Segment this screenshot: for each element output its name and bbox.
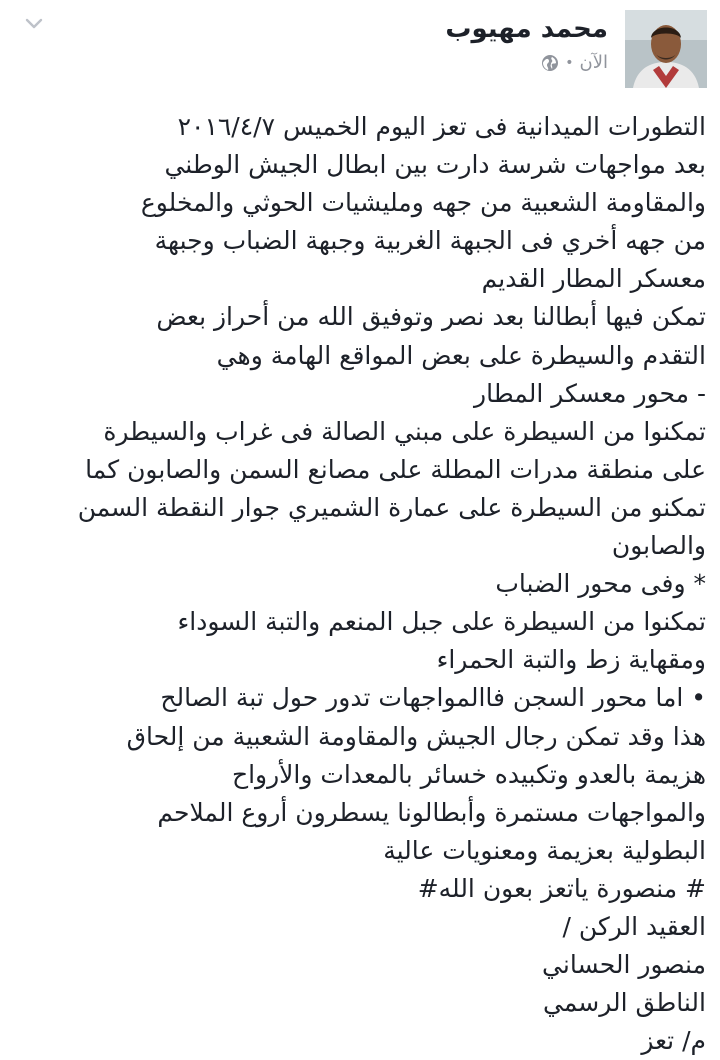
chevron-down-icon[interactable] [22, 12, 46, 36]
post-body-line: هذا وقد تمكن رجال الجيش والمقاومة الشعبية من إلحاق [126, 721, 706, 751]
post-body [12, 108, 706, 1060]
post-body-line: * وفى محور الضباب [495, 569, 706, 599]
post-body-line: تمكنو من السيطرة على عمارة الشميري جوار النقطة السمن [77, 492, 706, 522]
post-body-line: والمواجهات مستمرة وأبطالونا يسطرون أروع الملاحم [157, 797, 706, 827]
post-body-line: منصور الحساني [542, 950, 706, 980]
post-body-line: # منصورة ياتعز بعون الله# [417, 873, 706, 903]
post-body-line: العقيد الركن / [562, 911, 706, 941]
post-body-line: تمكنوا من السيطرة على جبل المنعم والتبة السوداء [177, 607, 706, 637]
post-body-line: بعد مواجهات شرسة دارت بين ابطال الجيش الوطني [164, 150, 706, 180]
post-body-line: • اما محور السجن فاالمواجهات تدور حول تبة الصالح [160, 683, 706, 713]
post-body-line: تمكنوا من السيطرة على مبني الصالة فى غراب والسيطرة [103, 416, 706, 446]
post-body-line: والصابون [611, 531, 706, 561]
post-body-line: م/ تعز [641, 1026, 706, 1056]
post-meta [541, 52, 608, 73]
timestamp[interactable]: الآن [579, 52, 608, 73]
post-body-line: ومقهاية زط والتبة الحمراء [436, 645, 706, 675]
post-body-line: والمقاومة الشعبية من جهه ومليشيات الحوثي والمخلوع [140, 188, 706, 218]
separator-dot: • [565, 54, 574, 71]
post-body-line: الناطق الرسمي [542, 988, 706, 1018]
post-body-line: على منطقة مدرات المطلة على مصانع السمن والصابون كما [85, 454, 706, 484]
globe-icon[interactable] [541, 54, 559, 72]
post-body-line: - محور معسكر المطار [474, 378, 706, 408]
post-body-line: معسكر المطار القديم [481, 264, 706, 294]
post-body-line: التطورات الميدانية فى تعز اليوم الخميس ٢٠١٦/٤/٧ [177, 112, 706, 141]
avatar[interactable] [625, 10, 707, 88]
post-body-line: التقدم والسيطرة على بعض المواقع الهامة وهي [216, 340, 706, 370]
post-body-line: هزيمة بالعدو وتكبيده خسائر بالمعدات والأرواح [231, 759, 706, 789]
post-body-line: من جهه أخري فى الجبهة الغربية وجبهة الضباب وجبهة [154, 226, 706, 256]
post-body-line: البطولية بعزيمة ومعنويات عالية [383, 835, 706, 865]
post-body-line: تمكن فيها أبطالنا بعد نصر وتوفيق الله من أحراز بعض [156, 302, 706, 332]
author-name[interactable]: محمد مهيوب [445, 14, 608, 44]
